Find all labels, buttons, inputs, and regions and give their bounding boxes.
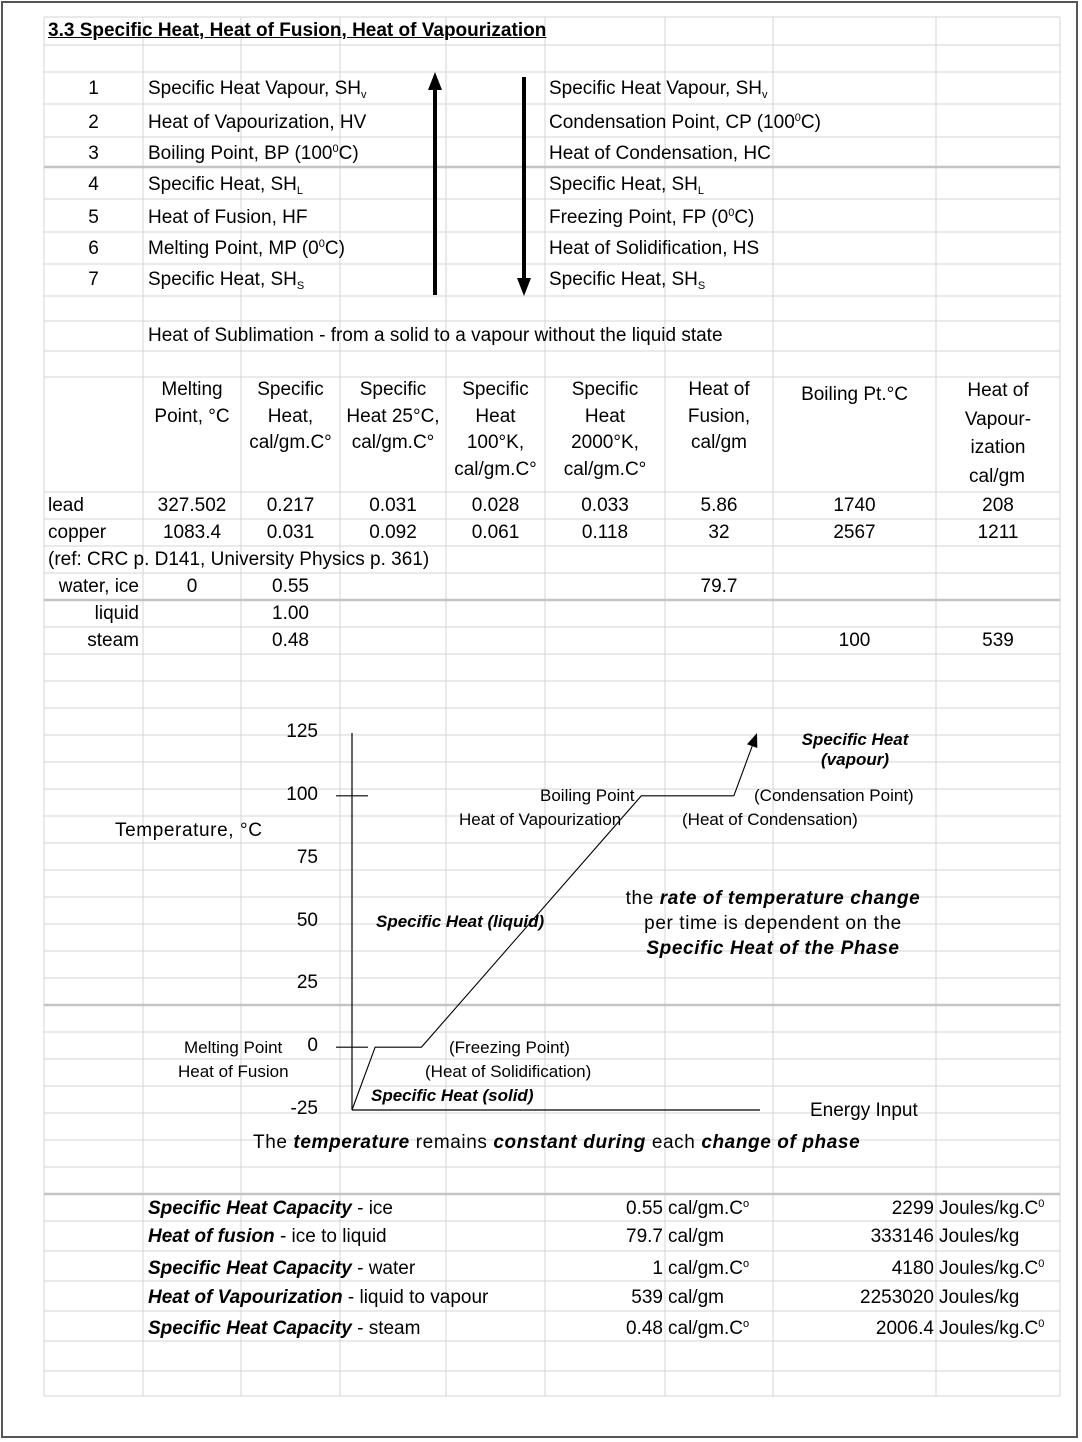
summary-label-em: Specific Heat Capacity xyxy=(148,1318,352,1339)
summary-unit-superscript: o xyxy=(742,1318,750,1330)
rate-note-line3: Specific Heat of the Phase xyxy=(646,938,900,959)
summary-si-value: 4180 xyxy=(891,1258,934,1279)
table-cell: 0 xyxy=(186,576,198,597)
table-cell: 0.118 xyxy=(581,522,629,543)
constant-note-em1: temperature xyxy=(293,1132,410,1153)
curve-arrowhead-icon xyxy=(747,733,757,748)
y-axis-label xyxy=(115,820,263,842)
y-tick-label: 75 xyxy=(296,846,318,868)
phase-step-text: Melting Point, MP (0 xyxy=(148,238,319,259)
summary-label xyxy=(148,1226,387,1248)
column-header-line: Point, °C xyxy=(154,405,230,427)
table-cell: 79.7 xyxy=(700,576,738,597)
summary-si-unit-superscript: 0 xyxy=(1038,1258,1045,1270)
column-header-line: Melting xyxy=(161,379,223,400)
phase-step-text: Boiling Point, BP (100 xyxy=(148,143,333,164)
annotation-boiling-point: Boiling Point xyxy=(540,786,635,805)
annotation-rate-note xyxy=(600,886,946,961)
phase-step-number: 1 xyxy=(88,78,99,99)
summary-si-unit-text: Joules/kg.C xyxy=(939,1258,1039,1279)
summary-label-rest: - steam xyxy=(351,1318,421,1339)
table-cell: 0.55 xyxy=(272,576,309,597)
summary-si-unit-superscript: 0 xyxy=(1038,1318,1045,1330)
phase-step-superscript: 0 xyxy=(332,143,339,155)
summary-unit xyxy=(668,1287,724,1309)
table-cell: 1740 xyxy=(833,495,876,516)
summary-si-value: 2253020 xyxy=(860,1287,934,1308)
summary-unit xyxy=(668,1198,749,1220)
summary-label-rest: - ice to liquid xyxy=(274,1226,387,1247)
column-header-line: cal/gm.C° xyxy=(351,432,435,453)
summary-label xyxy=(148,1198,393,1220)
phase-step-text: Specific Heat, SH xyxy=(148,174,297,195)
row-name: steam xyxy=(87,630,139,651)
summary-si-unit-text: Joules/kg.C xyxy=(939,1318,1039,1339)
constant-note-em3: change of phase xyxy=(701,1132,861,1153)
column-header-line: Specific xyxy=(462,379,529,400)
constant-note-mid: remains xyxy=(409,1132,494,1153)
summary-label-em: Heat of fusion xyxy=(148,1226,275,1247)
summary-si-unit xyxy=(939,1198,1044,1220)
table-cell: 100 xyxy=(838,630,871,651)
row-name: copper xyxy=(48,522,107,543)
phase-step-text: Specific Heat Vapour, SH xyxy=(148,78,361,99)
table-cell: 0.031 xyxy=(266,522,315,543)
column-header-line: cal/gm.C° xyxy=(249,432,332,453)
phase-step-tail: C) xyxy=(734,207,755,228)
constant-note-mid2: each xyxy=(645,1132,702,1153)
phase-step-subscript: L xyxy=(697,185,705,197)
phase-step-text: Condensation Point, CP (100 xyxy=(549,112,795,133)
column-header-line: Specific xyxy=(257,379,324,400)
table-cell: 0.028 xyxy=(471,495,520,516)
table-cell: 0.48 xyxy=(272,630,309,651)
summary-label-rest: - water xyxy=(351,1258,416,1279)
summary-unit-text: cal/gm xyxy=(668,1287,724,1308)
table-cell: 0.061 xyxy=(471,522,520,543)
y-tick-label: 50 xyxy=(296,909,318,931)
table-cell: 327.502 xyxy=(157,495,227,516)
column-header-line: Heat xyxy=(584,405,626,427)
summary-si-value: 333146 xyxy=(870,1226,934,1247)
phase-step-subscript: S xyxy=(296,280,305,292)
summary-unit-text: cal/gm.C xyxy=(668,1198,743,1219)
y-tick-label: 125 xyxy=(286,721,318,742)
summary-si-unit-text: Joules/kg xyxy=(939,1287,1020,1308)
table-cell: 0.031 xyxy=(369,495,417,516)
table-cell: 208 xyxy=(982,495,1014,516)
column-header-line: 100°K, xyxy=(466,432,525,453)
summary-label xyxy=(148,1258,415,1280)
summary-unit-superscript: o xyxy=(742,1198,750,1210)
summary-unit-superscript: o xyxy=(742,1258,750,1270)
column-header-line: Specific xyxy=(571,379,639,400)
phase-step-text: Specific Heat, SH xyxy=(148,269,297,290)
column-header-line: Specific xyxy=(359,379,427,400)
phase-step-number: 5 xyxy=(88,207,99,228)
column-header-line: Fusion, xyxy=(687,405,751,427)
summary-si-unit-superscript: 0 xyxy=(1038,1198,1045,1210)
table-cell: 1.00 xyxy=(272,603,309,624)
summary-si-unit xyxy=(939,1226,1019,1248)
summary-value: 0.48 xyxy=(626,1318,663,1339)
annotation-heat-of-solidification: (Heat of Solidification) xyxy=(425,1062,592,1081)
phase-step-text: Heat of Condensation, HC xyxy=(549,143,771,164)
y-tick-label: 0 xyxy=(307,1035,318,1057)
summary-si-unit xyxy=(939,1258,1044,1280)
phase-step-subscript: S xyxy=(697,280,706,292)
phase-step-superscript: 0 xyxy=(318,238,325,250)
phase-step-subscript: v xyxy=(761,89,768,101)
column-header-line: Heat 25°C, xyxy=(346,405,440,427)
heating-curve-vapour-segment xyxy=(734,746,752,796)
phase-step-number: 4 xyxy=(88,174,99,195)
phase-step-superscript: 0 xyxy=(728,207,735,219)
summary-si-value: 2006.4 xyxy=(875,1318,934,1339)
summary-value: 539 xyxy=(631,1287,663,1308)
phase-step-text: Heat of Solidification, HS xyxy=(549,238,760,259)
phase-step-number: 7 xyxy=(88,269,99,290)
summary-si-unit-text: Joules/kg xyxy=(939,1226,1020,1247)
phase-step-text: Specific Heat, SH xyxy=(549,174,698,195)
table-cell: 1083.4 xyxy=(162,522,222,543)
summary-value: 0.55 xyxy=(626,1198,663,1219)
summary-si-unit xyxy=(939,1318,1044,1340)
phase-step-text: Specific Heat, SH xyxy=(549,269,698,290)
phase-step-tail: C) xyxy=(800,112,821,133)
summary-unit xyxy=(668,1318,749,1340)
annotation-condensation-point: (Condensation Point) xyxy=(754,786,914,805)
column-header-line: ization xyxy=(970,437,1026,458)
annotation-heat-of-vapourization: Heat of Vapourization xyxy=(459,810,622,829)
summary-unit-text: cal/gm.C xyxy=(668,1258,743,1279)
summary-value: 1 xyxy=(652,1258,663,1279)
phase-step-tail: C) xyxy=(338,143,359,164)
y-axis-label-text: Temperature, °C xyxy=(115,820,263,841)
x-axis-label: Energy Input xyxy=(810,1100,918,1121)
sublimation-note: Heat of Sublimation - from a solid to a vapour without the liquid state xyxy=(148,325,723,346)
column-header-line: cal/gm.C° xyxy=(563,458,647,480)
column-header-line: cal/gm.C° xyxy=(454,458,537,480)
constant-note-em2: constant during xyxy=(493,1132,646,1153)
summary-label-em: Specific Heat Capacity xyxy=(148,1198,352,1219)
row-name: lead xyxy=(48,495,84,516)
rate-note-pre: the xyxy=(625,888,660,909)
row-name: water, ice xyxy=(58,576,139,597)
summary-label-em: Heat of Vapourization xyxy=(148,1287,343,1308)
annotation-specific-heat-solid: Specific Heat (solid) xyxy=(371,1086,534,1105)
phase-step-tail: C) xyxy=(324,238,345,259)
table-cell: 1211 xyxy=(977,522,1019,543)
summary-unit-text: cal/gm.C xyxy=(668,1318,743,1339)
phase-step-subscript: L xyxy=(296,185,304,197)
reference-note: (ref: CRC p. D141, University Physics p. 361) xyxy=(48,549,430,570)
column-header-line: 2000°K, xyxy=(571,432,639,453)
y-tick-label: -25 xyxy=(290,1098,318,1119)
row-name: liquid xyxy=(94,603,139,624)
annotation-specific-heat-vapour-line2: (vapour) xyxy=(821,750,889,769)
summary-unit xyxy=(668,1258,749,1280)
rate-note-line2: per time is dependent on the xyxy=(644,913,902,934)
summary-value: 79.7 xyxy=(626,1226,663,1247)
summary-unit xyxy=(668,1226,724,1248)
column-header-line: Heat of xyxy=(967,380,1029,401)
table-cell: 32 xyxy=(708,522,730,543)
table-cell: 0.092 xyxy=(369,522,417,543)
summary-unit-text: cal/gm xyxy=(668,1226,724,1247)
summary-si-unit xyxy=(939,1287,1019,1309)
y-tick-label: 100 xyxy=(286,783,318,805)
table-cell: 5.86 xyxy=(700,495,738,516)
summary-label-rest: - ice xyxy=(351,1198,393,1219)
annotation-heat-of-fusion: Heat of Fusion xyxy=(178,1062,289,1081)
column-header-line: Vapour- xyxy=(964,408,1032,430)
summary-si-unit-text: Joules/kg.C xyxy=(939,1198,1039,1219)
column-header-line: Heat, xyxy=(267,405,314,427)
summary-label xyxy=(148,1287,488,1309)
phase-step-text: Heat of Fusion, HF xyxy=(148,207,308,228)
phase-step-number: 6 xyxy=(88,238,99,259)
rate-note-line1 xyxy=(600,886,946,911)
annotation-specific-heat-vapour xyxy=(790,730,920,770)
annotation-freezing-point: (Freezing Point) xyxy=(449,1038,570,1057)
phase-step-number: 2 xyxy=(88,112,99,133)
constant-temperature-note xyxy=(253,1132,860,1154)
table-cell: 539 xyxy=(982,630,1014,651)
column-header-line: Heat xyxy=(475,405,516,427)
table-cell: 2567 xyxy=(833,522,876,543)
column-header-line: Heat of xyxy=(688,379,750,400)
rate-note-em: rate of temperature change xyxy=(659,888,921,909)
phase-step-text: Specific Heat Vapour, SH xyxy=(549,78,762,99)
table-cell: 0.217 xyxy=(266,495,315,516)
constant-note-pre: The xyxy=(253,1132,294,1153)
summary-label-rest: - liquid to vapour xyxy=(342,1287,489,1308)
summary-label-em: Specific Heat Capacity xyxy=(148,1258,352,1279)
annotation-specific-heat-liquid: Specific Heat (liquid) xyxy=(376,912,545,931)
page-title: 3.3 Specific Heat, Heat of Fusion, Heat of Vapourization xyxy=(48,20,547,41)
column-header-line: cal/gm xyxy=(969,465,1025,487)
annotation-heat-of-condensation: (Heat of Condensation) xyxy=(682,810,858,829)
summary-label xyxy=(148,1318,420,1340)
summary-si-value: 2299 xyxy=(891,1198,934,1219)
phase-step-text: Freezing Point, FP (0 xyxy=(549,207,729,228)
phase-step-superscript: 0 xyxy=(794,112,801,124)
column-header-line: Boiling Pt.°C xyxy=(801,384,908,405)
annotation-melting-point: Melting Point xyxy=(184,1038,283,1057)
table-cell: 0.033 xyxy=(581,495,629,516)
y-tick-label: 25 xyxy=(296,972,318,994)
annotation-specific-heat-vapour-line1: Specific Heat xyxy=(801,730,909,749)
phase-step-number: 3 xyxy=(88,143,99,164)
phase-step-subscript: v xyxy=(360,89,367,101)
column-header-line: cal/gm xyxy=(691,432,747,453)
phase-step-text: Heat of Vapourization, HV xyxy=(148,112,367,133)
